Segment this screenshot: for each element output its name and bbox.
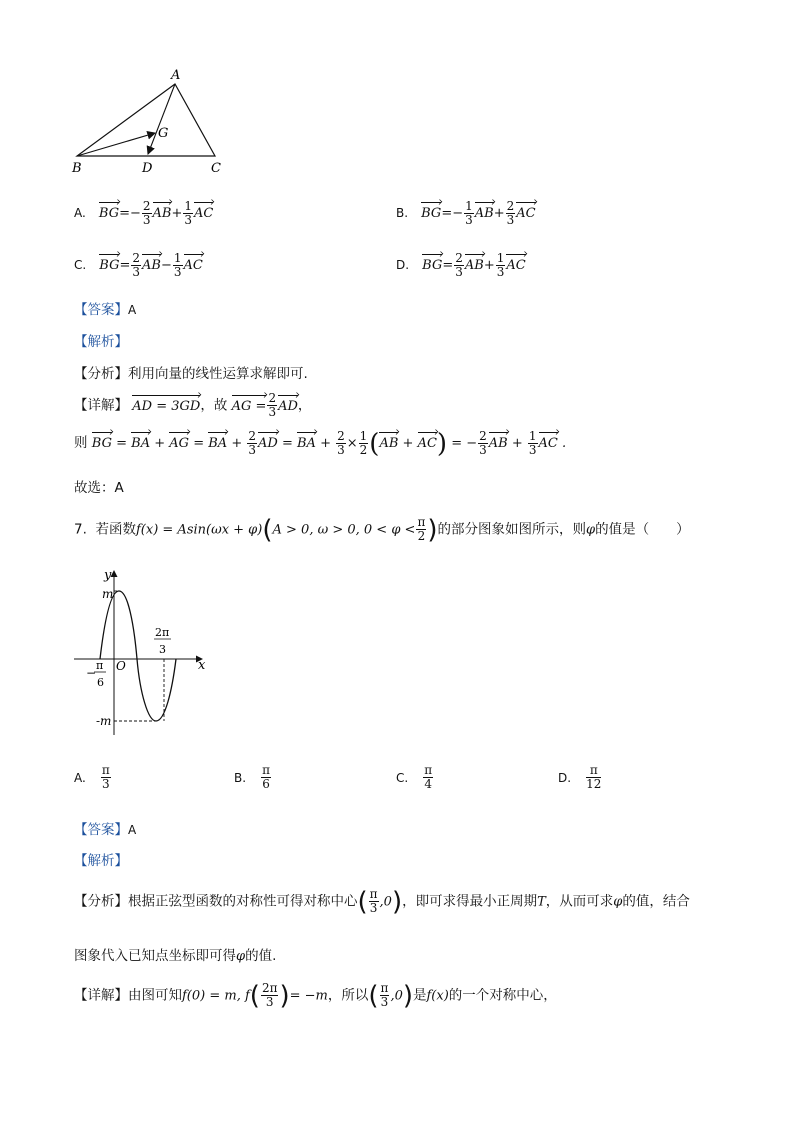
q6-detail-line1: 【详解】 AD = 3GD，故 AG = $\frac{2}{3}$ AD， [74, 391, 312, 419]
tick-left-den: 6 [97, 676, 104, 689]
triangle-abc [77, 84, 215, 156]
label-b: B [72, 161, 82, 176]
label-g: G [158, 126, 169, 141]
option-letter: C. [74, 258, 87, 272]
q6-option-c[interactable]: C. BG= $\frac{2}{3}$ AB− $\frac{1}{3}$ AC [74, 251, 203, 279]
triangle-figure [60, 62, 240, 182]
q6-chosen: 故选：A [74, 480, 124, 496]
sine-curve [100, 591, 176, 721]
option-letter: A. [74, 206, 86, 220]
q7-option-a[interactable]: A. $\frac{\pi}{3}$ [74, 763, 110, 791]
q7-option-d[interactable]: D. $\frac{\pi}{12}$ [558, 763, 602, 791]
q7-answer: 【答案】A [74, 822, 137, 838]
q7-stem: 7. 若函数f(x) = Asin(ωx + φ)(A > 0, ω > 0, 0 < φ < $\frac{\pi}{2}$ )的部分图象如图所示，则φ的值是（ ） [74, 514, 690, 545]
option-letter: D. [396, 258, 410, 272]
m-label: m [102, 587, 114, 601]
option-letter: B. [396, 206, 409, 220]
label-c: C [211, 161, 221, 176]
q6-analysis-tag: 【解析】 [74, 334, 128, 350]
q7-option-c[interactable]: C. $\frac{\pi}{4}$ [396, 763, 433, 791]
q6-detail-line2: 则 BG = BA + AG = BA + $\frac{2}{3}$ AD = BA + $\frac{2}{3}$ × $\frac{1}{2}$ (AB + AC) = − $\frac{2}{3}$ AB + $\frac{1}{3}$ AC . [74, 428, 567, 459]
y-label: y [104, 568, 112, 583]
q6-answer: 【答案】A [74, 302, 137, 318]
sine-graph [70, 565, 220, 740]
neg-m-label: -m [96, 714, 112, 728]
tick-right-num: 2π [155, 626, 170, 639]
tick-right-den: 3 [159, 643, 166, 656]
q7-detail: 【详解】由图可知f(0) = m, f( $\frac{2\pi}{3}$ )= −m，所以( $\frac{\pi}{3}$ ,0)是f(x)的一个对称中心， [74, 980, 557, 1011]
q6-fenxi: 【分析】利用向量的线性运算求解即可. [74, 366, 308, 382]
vector-lhs: BG [98, 206, 120, 221]
q7-fenxi-line2: 图象代入已知点坐标即可得φ的值. [74, 948, 277, 964]
q7-fenxi-line1: 【分析】根据正弦型函数的对称性可得对称中心( $\frac{\pi}{3}$ ,0)，即可求得最小正周期T，从而可求φ的值，结合 [74, 886, 690, 917]
tick-left-sign: − [86, 666, 97, 680]
q6-option-d[interactable]: D. BG= $\frac{2}{3}$ AB+ $\frac{1}{3}$ AC [396, 251, 526, 279]
origin-label: O [116, 659, 126, 673]
q7-analysis-tag: 【解析】 [74, 853, 128, 869]
label-d: D [142, 161, 153, 176]
x-label: x [198, 658, 206, 673]
label-a: A [171, 68, 181, 83]
q7-option-b[interactable]: B. $\frac{\pi}{6}$ [234, 763, 271, 791]
tick-left-num: π [96, 659, 104, 672]
vector-bg [77, 133, 155, 156]
q6-option-b[interactable]: B. BG=− $\frac{1}{3}$ AB+ $\frac{2}{3}$ AC [396, 199, 536, 227]
q6-option-a[interactable]: A. BG=− $\frac{2}{3}$ AB+ $\frac{1}{3}$ AC [74, 199, 214, 227]
